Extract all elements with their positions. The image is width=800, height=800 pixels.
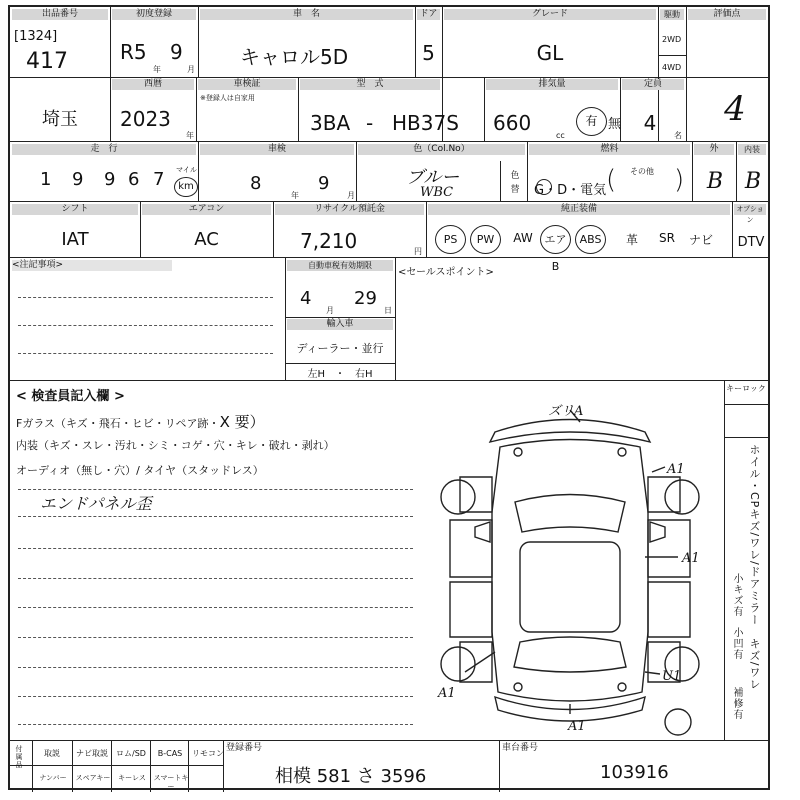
fuel-options: G・D・電気 — [534, 183, 607, 198]
chassis-caption: 車台番号 — [502, 743, 562, 754]
model-dash: - — [366, 111, 374, 135]
tax-expiry-caption: 自動車税有効期限 — [287, 260, 393, 271]
none-mark: 無 — [608, 117, 622, 132]
accessory-label: 取説 — [44, 749, 60, 758]
fuel-caption: 燃料 — [529, 144, 690, 155]
mark-rear: A1 — [568, 719, 586, 734]
mileage-d1: 1 — [40, 169, 52, 190]
car-diagram — [420, 392, 720, 737]
mark-top: ズリA — [548, 404, 584, 419]
km-mark: km — [174, 177, 198, 197]
wheel-mirror-text: ホイル・CPキズ/ワレ/ドアミラー キズ/ワレ — [748, 444, 761, 691]
mileage-d3: 9 — [104, 169, 116, 190]
expiry-month-unit: 月 — [326, 306, 334, 315]
year-caption: 西暦 — [112, 79, 194, 90]
small-dent-note: 小凹有 — [731, 627, 742, 660]
expiry-day-unit: 日 — [384, 306, 392, 315]
first-reg-caption: 初度登録 — [112, 9, 196, 20]
inspector-line3: オーディオ（無し・穴）/ タイヤ（スタッドレス） — [16, 464, 264, 477]
cc-unit: cc — [556, 131, 565, 140]
mileage-d5: 7 — [153, 169, 165, 190]
inspector-line2: 内装（キズ・スレ・汚れ・シミ・コゲ・穴・キレ・破れ・剥れ） — [16, 439, 335, 452]
inspector-handwritten: エンドパネル歪 — [40, 494, 152, 513]
recycle-caption: リサイクル預託金 — [275, 204, 424, 215]
exterior-caption: 外 — [694, 144, 734, 155]
displacement: 660 — [493, 111, 532, 135]
car-name: キャロル5D — [240, 45, 349, 69]
inspection-cert-caption: 車検証 — [198, 79, 296, 90]
fuel-paren-right: ) — [674, 165, 685, 195]
doors-caption: ドア — [417, 9, 440, 20]
has-mark: 有 — [576, 107, 607, 136]
year: 2023 — [120, 107, 171, 131]
model-caption: 型 式 — [300, 79, 440, 90]
drive-caption: 駆動 — [660, 9, 684, 20]
lot-number: 417 — [26, 49, 68, 74]
equipment-item: ABS — [575, 225, 606, 254]
small-scratch-note: 小キズ有 — [731, 573, 742, 617]
month-unit: 月 — [187, 65, 195, 74]
doors: 5 — [422, 41, 435, 65]
shift: IAT — [61, 229, 89, 250]
insp-year: 8 — [250, 173, 262, 194]
drive-4wd: 4WD — [662, 63, 682, 72]
fuel-paren-left: ( — [606, 165, 617, 195]
mileage-caption: 走 行 — [12, 144, 196, 155]
grade-caption: グレード — [444, 9, 656, 20]
notes-caption: <注記事項> — [12, 260, 172, 271]
mileage-d4: 6 — [128, 169, 140, 190]
color-code: WBC — [420, 185, 454, 200]
accessory-label: スマートキー — [153, 774, 189, 791]
mark-left-rear: A1 — [438, 686, 456, 701]
shift-caption: シフト — [12, 204, 138, 215]
accessory-label: B-CAS — [157, 749, 183, 758]
drive-2wd: 2WD — [662, 35, 682, 44]
equipment-caption: 純正装備 — [428, 204, 730, 215]
equipment-item: SR — [659, 231, 675, 245]
key-lock-caption: キーロック — [726, 384, 766, 393]
equipment-item: エアB — [540, 225, 571, 254]
name-caption: 車 名 — [200, 9, 413, 20]
equipment-item: 革 — [625, 233, 638, 247]
prefecture: 埼玉 — [42, 109, 78, 130]
fglass-mark: X 要） — [219, 413, 265, 431]
color-caption: 色（Col.No） — [358, 144, 525, 155]
fuel-g-circle — [536, 179, 552, 195]
extra-equipment: DTV — [737, 235, 765, 250]
lot-code: [1324] — [14, 29, 58, 44]
seats-caption: 定員 — [622, 79, 684, 90]
grade: GL — [536, 41, 564, 65]
year-unit: 年 — [153, 65, 161, 74]
color-name: ブルー — [406, 167, 460, 188]
extra-caption: オプション — [734, 204, 766, 215]
displacement-caption: 排気量 — [486, 79, 618, 90]
insp-year-unit: 年 — [291, 191, 299, 200]
model-prefix: 3BA — [310, 111, 351, 135]
handle-side: 左H ・ 右H — [307, 369, 373, 380]
insp-month-unit: 月 — [347, 191, 355, 200]
fglass-text: Fガラス（キズ・飛石・ヒビ・リペア跡・ — [16, 417, 220, 430]
year-unit-2: 年 — [186, 131, 194, 140]
miles-label: マイル — [176, 166, 197, 174]
accessory-label: ナンバー — [39, 774, 67, 782]
repair-note: 補修有 — [731, 687, 742, 720]
ac: AC — [194, 229, 219, 250]
import-value: ディーラー・並行 — [296, 342, 384, 355]
accessory-label: スペアキー — [75, 774, 111, 782]
equipment-item: AW — [513, 231, 533, 245]
reg-caption: 登録番号 — [226, 743, 286, 754]
interior-grade: B — [744, 169, 762, 194]
footer-side-label: 付属品 — [15, 745, 23, 769]
equipment-item: PS — [435, 225, 466, 254]
score-caption: 評価点 — [688, 9, 766, 20]
mark-right-door: A1 — [682, 551, 700, 566]
exterior-grade: B — [706, 169, 724, 194]
seats-unit: 名 — [674, 131, 682, 140]
sales-points-caption: <セールスポイント> — [398, 267, 494, 278]
fuel-other: その他 — [630, 167, 654, 176]
import-caption: 輸入車 — [287, 319, 393, 330]
lot-caption: 出品番号 — [12, 9, 108, 20]
mark-right-rear: U1 — [662, 669, 682, 684]
insp-month: 9 — [318, 173, 330, 194]
inspector-title: < 検査員記入欄 > — [16, 389, 125, 404]
expiry-day: 29 — [354, 288, 377, 309]
seats: 4 — [643, 111, 657, 135]
interior-caption: 内装 — [738, 144, 766, 155]
accessory-label: キーレス — [118, 774, 146, 782]
mileage-d2: 9 — [72, 169, 84, 190]
chassis-number: 103916 — [600, 762, 669, 783]
score: 4 — [724, 89, 746, 129]
recycle: 7,210 — [300, 229, 358, 253]
auction-sheet — [8, 5, 770, 790]
inspection-note: ※登録人は自家用 — [200, 94, 255, 102]
first-reg-era: R5 — [120, 40, 147, 64]
yen-unit: 円 — [414, 247, 422, 256]
accessory-label: ロム/SD — [116, 749, 146, 758]
expiry-month: 4 — [300, 288, 312, 309]
inspector-line1 — [16, 411, 265, 432]
model-code: HB37S — [392, 111, 459, 135]
accessory-label: ナビ取説 — [76, 749, 108, 758]
reg-number: 相模 581 さ 3596 — [275, 766, 427, 787]
first-reg-month: 9 — [170, 40, 183, 64]
equipment-item: ナビ — [688, 233, 713, 247]
accessory-label: リモコン — [192, 749, 224, 758]
inspection-caption: 車検 — [200, 144, 354, 155]
color-change-label: 色替 — [510, 171, 520, 195]
ac-caption: エアコン — [142, 204, 271, 215]
equipment-item: PW — [470, 225, 501, 254]
mark-right-front: A1 — [667, 462, 685, 477]
